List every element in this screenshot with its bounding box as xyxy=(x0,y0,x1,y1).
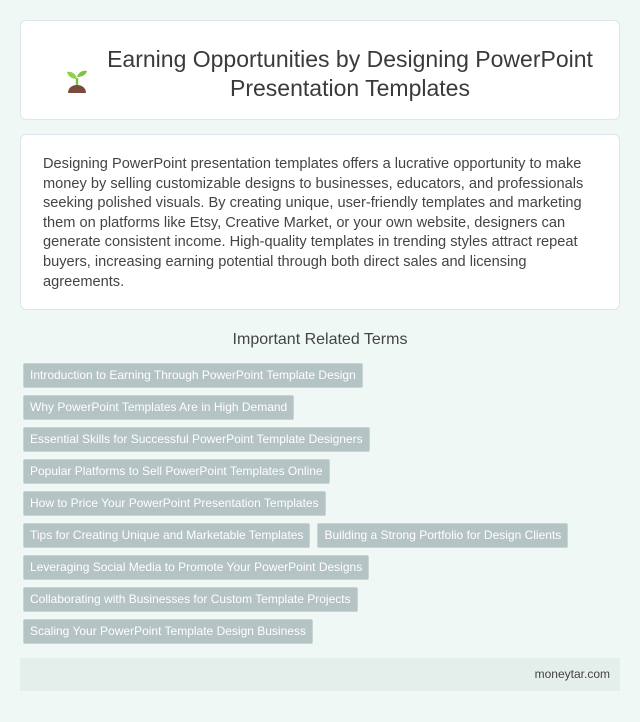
related-term-chip[interactable]: Introduction to Earning Through PowerPoint Template Design xyxy=(23,363,363,388)
related-term-chip[interactable]: Popular Platforms to Sell PowerPoint Templates Online xyxy=(23,459,330,484)
related-term-chip[interactable]: Essential Skills for Successful PowerPoint Template Designers xyxy=(23,427,370,452)
footer xyxy=(20,658,620,691)
chip-row xyxy=(23,363,623,388)
related-term-chip[interactable]: Leveraging Social Media to Promote Your PowerPoint Designs xyxy=(23,555,369,580)
chip-row xyxy=(23,555,623,580)
description-card xyxy=(20,134,620,310)
chip-row xyxy=(23,491,623,516)
related-term-chip[interactable]: Scaling Your PowerPoint Template Design Business xyxy=(23,619,313,644)
seedling-icon xyxy=(65,66,89,94)
chip-row xyxy=(23,395,623,420)
chip-row xyxy=(23,523,623,548)
title-card xyxy=(20,20,620,120)
related-term-chip[interactable]: Building a Strong Portfolio for Design Clients xyxy=(317,523,568,548)
related-term-chip[interactable]: Why PowerPoint Templates Are in High Demand xyxy=(23,395,294,420)
footer-site-link[interactable]: moneytar.com xyxy=(534,667,610,681)
chip-row xyxy=(23,459,623,484)
related-term-chip[interactable]: Collaborating with Businesses for Custom Template Projects xyxy=(23,587,358,612)
related-terms-heading: Important Related Terms xyxy=(232,331,408,348)
related-term-chip[interactable]: How to Price Your PowerPoint Presentation Templates xyxy=(23,491,326,516)
chip-row xyxy=(23,619,623,644)
chip-row xyxy=(23,427,623,452)
related-term-chip[interactable]: Tips for Creating Unique and Marketable Templates xyxy=(23,523,310,548)
chip-row xyxy=(23,587,623,612)
description-text: Designing PowerPoint presentation templates offers a lucrative opportunity to make money by selling customizable designs to businesses, educators, and professionals seeking polished visuals. By creating unique, user-friendly templates and marketing them on platforms like Etsy, Creative Market, or your own website, designers can generate consistent income. High-quality templates in trending styles attract repeat buyers, increasing earning potential through both direct sales and licensing agreements. xyxy=(43,156,584,290)
page-title: Earning Opportunities by Designing PowerPoint Presentation Templates xyxy=(107,46,593,101)
related-terms-list xyxy=(23,363,623,651)
